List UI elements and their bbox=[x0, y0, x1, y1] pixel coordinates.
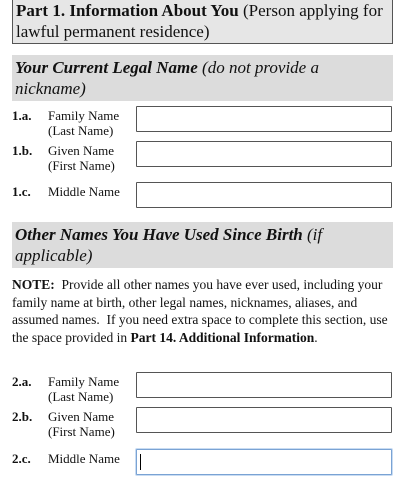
field-label-main: Family Name bbox=[48, 108, 120, 123]
field-number: 1.c. bbox=[12, 184, 31, 199]
field-label bbox=[48, 143, 138, 173]
field-label-main: Family Name bbox=[48, 374, 120, 389]
note-lead: NOTE: bbox=[12, 277, 55, 292]
text-caret bbox=[140, 454, 141, 470]
field-label bbox=[48, 409, 138, 439]
field-label-main: Given Name bbox=[48, 409, 115, 424]
field-number: 2.b. bbox=[12, 409, 33, 424]
part-header bbox=[12, 0, 393, 44]
field-label bbox=[48, 451, 138, 466]
family-name-input[interactable] bbox=[136, 106, 392, 132]
field-label-sub: (Last Name) bbox=[48, 389, 114, 404]
note-reference: Part 14. Additional Information bbox=[130, 330, 315, 346]
field-row-1c bbox=[12, 184, 394, 214]
field-number: 1.a. bbox=[12, 108, 32, 123]
section-header-current-name bbox=[12, 55, 393, 101]
field-label-main: Middle Name bbox=[48, 184, 120, 199]
field-label bbox=[48, 374, 138, 404]
note-end: . bbox=[314, 330, 318, 346]
field-label-main: Given Name bbox=[48, 143, 115, 158]
field-row-2c bbox=[12, 451, 394, 481]
field-number: 1.b. bbox=[12, 143, 33, 158]
section-note-other-names: (if applicable) bbox=[15, 225, 323, 265]
note-text: Provide all other names you have ever used, including your family name at birth, other legal names, nicknames, aliases, and assumed names. If you need extra space to complete this section, use the space provided in bbox=[12, 277, 392, 346]
field-label bbox=[48, 108, 138, 138]
field-label-main: Middle Name bbox=[48, 451, 120, 466]
field-number: 2.a. bbox=[12, 374, 32, 389]
other-given-name-input[interactable] bbox=[136, 407, 392, 433]
middle-name-input[interactable] bbox=[136, 182, 392, 208]
field-row-2b bbox=[12, 409, 394, 439]
other-family-name-input[interactable] bbox=[136, 372, 392, 398]
field-row-2a bbox=[12, 374, 394, 404]
part-subtitle: (Person applying for lawful permanent residence) bbox=[16, 1, 383, 41]
field-row-1a bbox=[12, 108, 394, 138]
section-title-current-name: Your Current Legal Name bbox=[15, 58, 198, 77]
field-label-sub: (Last Name) bbox=[48, 123, 114, 138]
field-label-sub: (First Name) bbox=[48, 424, 115, 439]
part-title: Part 1. Information About You bbox=[16, 1, 239, 20]
field-row-1b bbox=[12, 143, 394, 173]
section-note-current-name: (do not provide a nickname) bbox=[15, 58, 319, 98]
instructions-note bbox=[12, 276, 396, 347]
section-header-other-names bbox=[12, 222, 393, 268]
field-label bbox=[48, 184, 138, 199]
section-title-other-names: Other Names You Have Used Since Birth bbox=[15, 225, 303, 244]
given-name-input[interactable] bbox=[136, 141, 392, 167]
other-middle-name-input[interactable] bbox=[136, 449, 392, 475]
field-number: 2.c. bbox=[12, 451, 31, 466]
field-label-sub: (First Name) bbox=[48, 158, 115, 173]
